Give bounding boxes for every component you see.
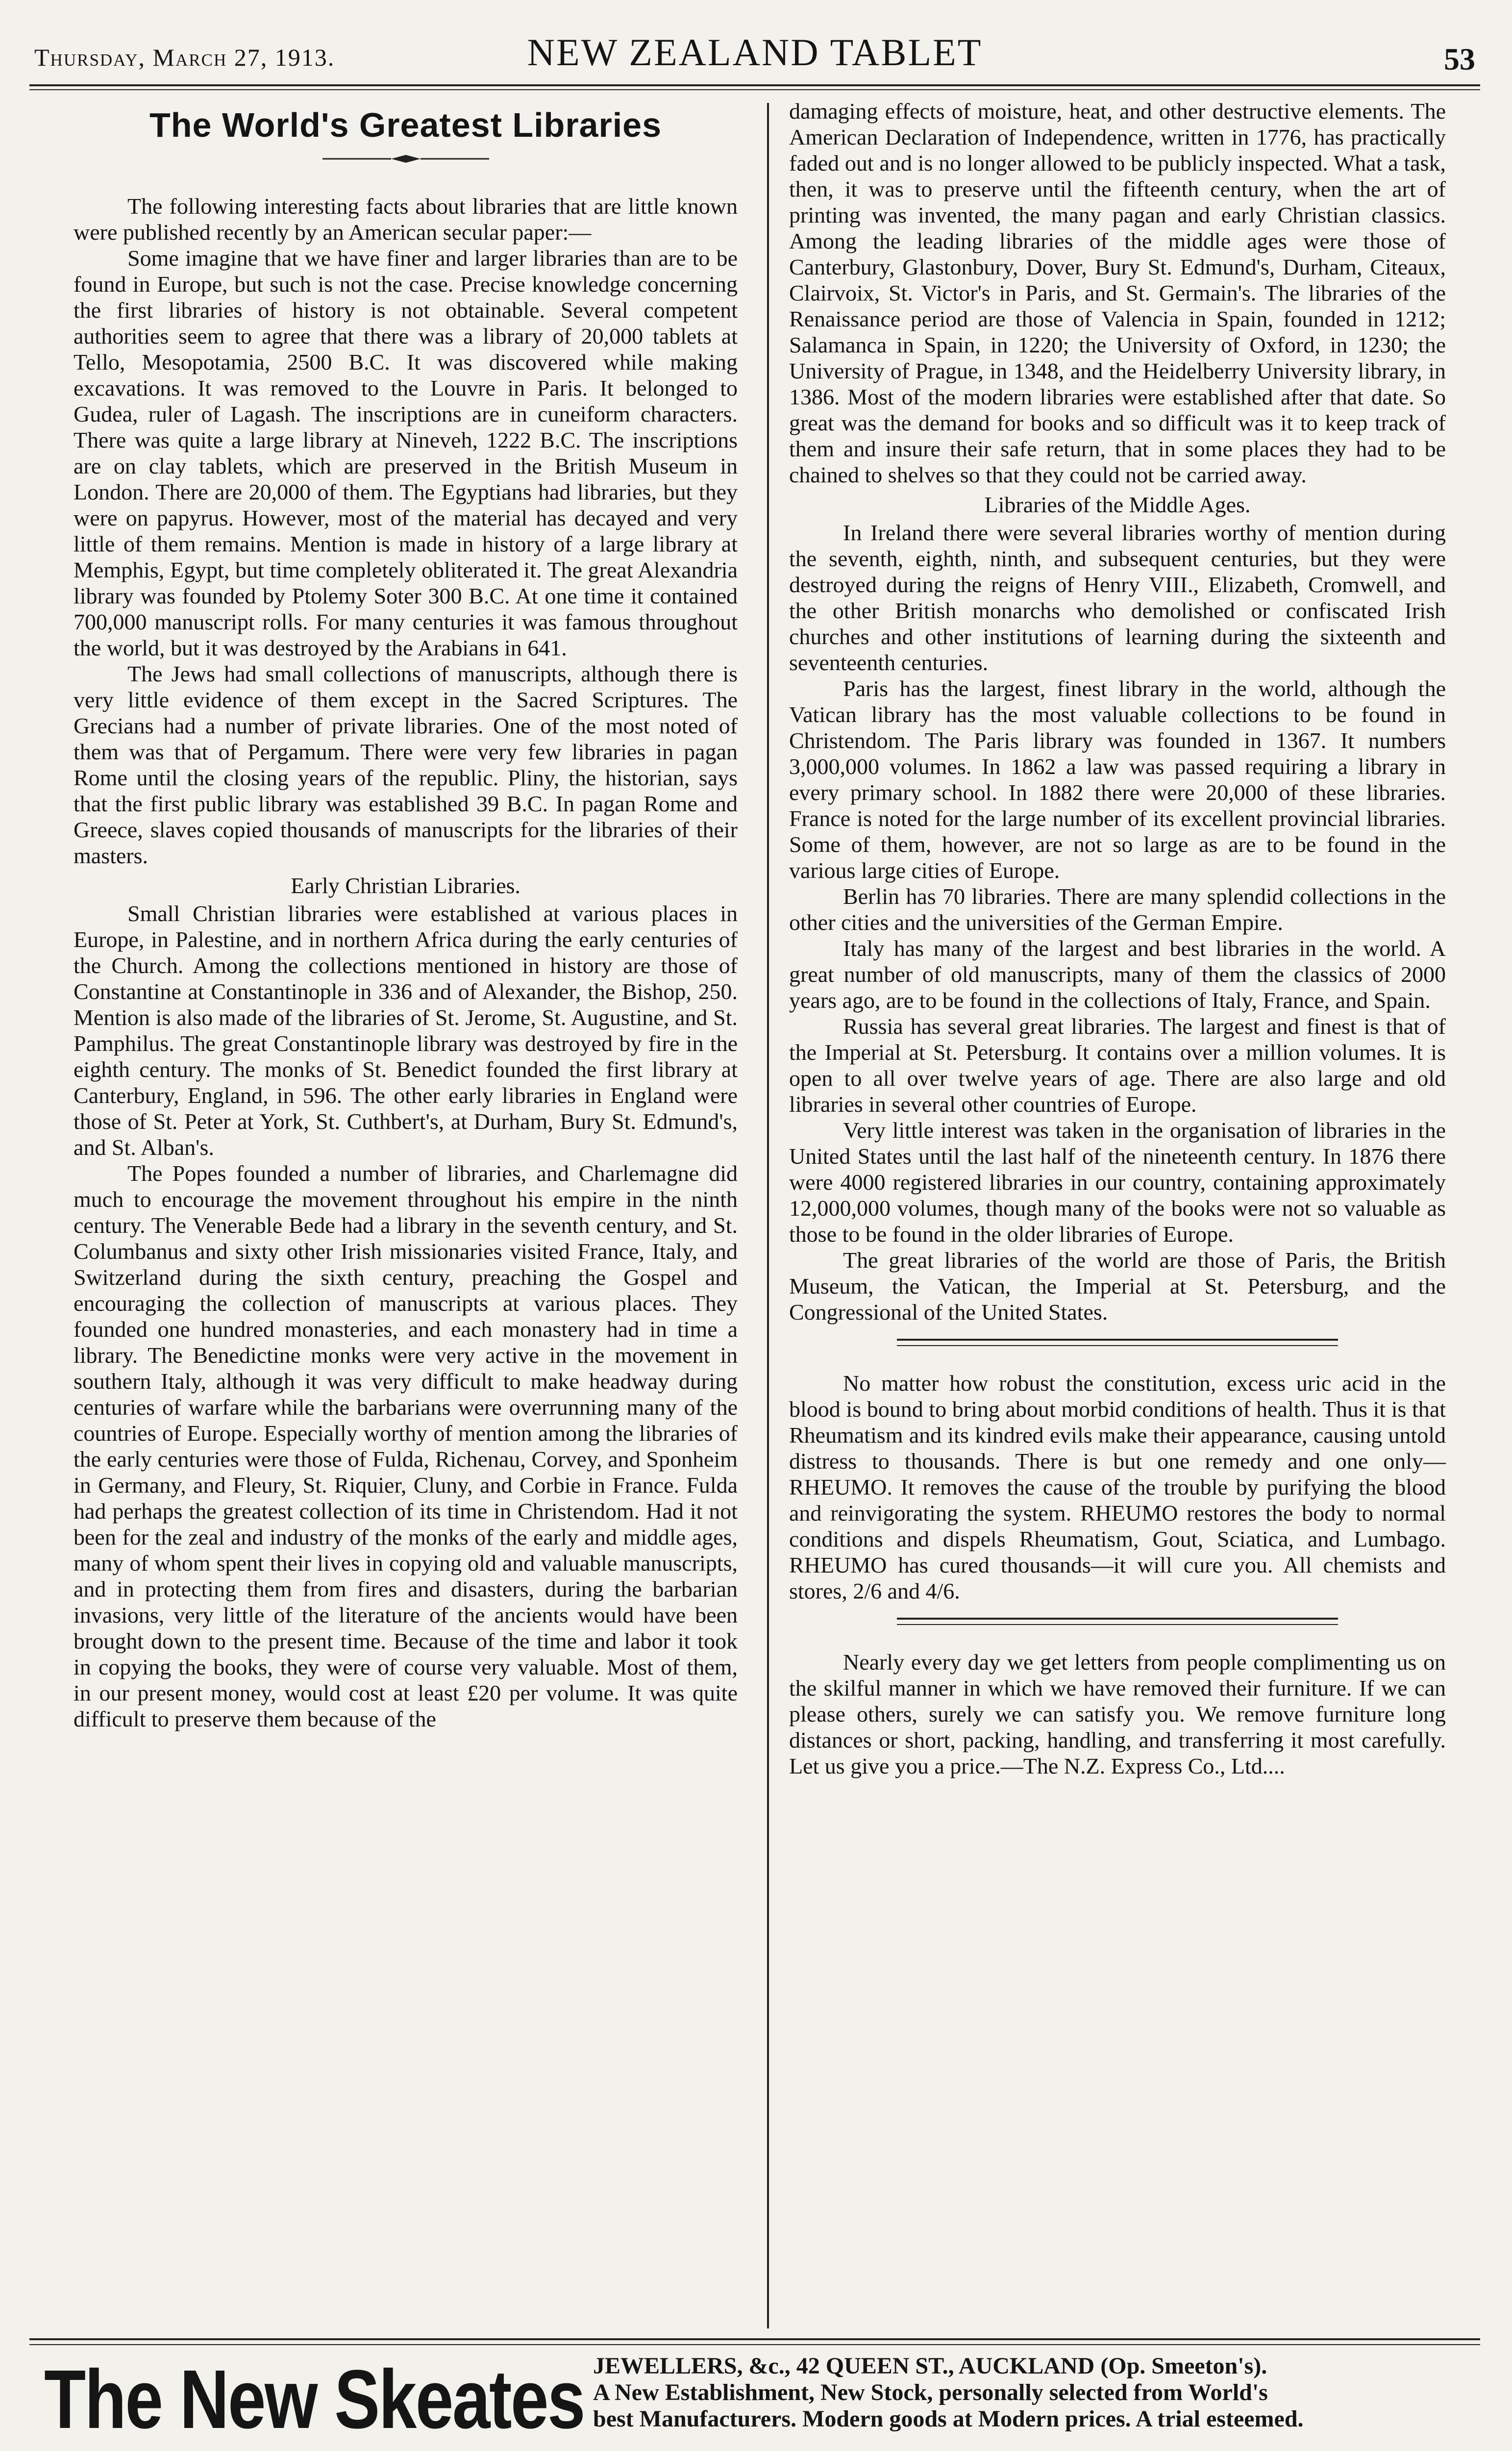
article-paragraph: The Jews had small collections of manuscripts, although there is very little evidence of them except in the Sacred Scriptures. The Grecians had a number of private libraries. One of the most noted of them was that of Pergamum. There were very few libraries in pagan Rome until the closing years of the republic. Pliny, the historian, says that the first public library was established 39 B.C. In pagan Rome and Greece, slaves copied thousands of manuscripts for the libraries of their masters. <box>74 661 738 868</box>
article-paragraph: In Ireland there were several libraries worthy of mention during the seventh, eighth, ninth, and subsequent centuries, but they were destroyed during the reigns of Henry VIII., Elizabeth, Cromwell, and the other British monarchs who demolished or confiscated Irish churches and other institutions of learning during the sixteenth and seventeenth centuries. <box>789 520 1446 675</box>
article-body-right <box>789 98 1446 1325</box>
section-subheading: Early Christian Libraries. <box>291 873 521 898</box>
ad-rule-top <box>29 2338 1480 2340</box>
masthead-rule-thin <box>29 89 1480 90</box>
article-paragraph: The Popes founded a number of libraries, and Charlemagne did much to encourage the movement throughout his empire in the ninth century. The Venerable Bede had a library in the seventh century, and St. Columbanus and sixty other Irish missionaries visited France, Italy, and Switzerland during the sixth century, preaching the Gospel and encouraging the collection of manuscripts at various places. They founded one hundred monasteries, and each monastery had in time a library. The Benedictine monks were very active in the movement in southern Italy, although it was very difficult to make headway during centuries of warfare while the barbarians were overrunning many of the countries of Europe. Especially worthy of mention among the libraries of the early centuries were those of Fulda, Richenau, Corvey, and Sponheim in Germany, and Fleury, St. Riquier, Cluny, and Corbie in France. Fulda had perhaps the greatest collection of its time in Christendom. Had it not been for the zeal and industry of the monks of the early and middle ages, many of whom spent their lives in copying old and valuable manuscripts, and in protecting them from fires and disasters, during the barbarian invasions, very little of the literature of the ancients would have been brought down to the present time. Because of the time and labor it took in copying the books, they were of course very valuable. Most of them, in our present money, would cost at least £20 per volume. It was quite difficult to preserve them because of the <box>74 1161 738 1731</box>
ad-line-stock: A New Establishment, New Stock, personally selected from World's <box>593 2379 1268 2405</box>
article-paragraph: Russia has several great libraries. The largest and finest is that of the Imperial at St. Petersburg. It contains over a million volumes. It is open to all over twelve years of age. There are also large and old libraries in several other countries of Europe. <box>789 1014 1446 1117</box>
separator-rule <box>897 1615 1338 1629</box>
article-paragraph: Very little interest was taken in the organisation of libraries in the United States until the last half of the nineteenth century. In 1876 there were 4000 registered libraries in our country, containing approximately 12,000,000 volumes, though many of the books were not so valuable as those to be found in the older libraries of Europe. <box>789 1118 1446 1247</box>
rheumo-notice: No matter how robust the constitution, excess uric acid in the blood is bound to bring about morbid conditions of health. Thus it is that Rheumatism and its kindred evils make their appearance, causing untold distress to thousands. There is but one remedy and one only—RHEUMO. It removes the cause of the trouble by purifying the blood and reinvigorating the system. RHEUMO restores the body to normal conditions and dispels Rheumatism, Gout, Sciatica, and Lumbago. RHEUMO has cured thousands—it will cure you. All chemists and stores, 2/6 and 4/6. <box>789 1371 1446 1603</box>
separator-rule <box>897 1336 1338 1351</box>
page-number: 53 <box>1444 42 1475 76</box>
article-paragraph: Paris has the largest, finest library in the world, although the Vatican library has the most valuable collections to be found in Christendom. The Paris library was founded in 1367. It numbers 3,000,000 volumes. In 1862 a law was passed requiring a library in every primary school. In 1882 there were 20,000 of these libraries. France is noted for the large number of its excellent provincial libraries. Some of them, however, are not so large as are to be found in the various large cities of Europe. <box>789 676 1446 883</box>
skeates-advertisement <box>29 2338 1480 2451</box>
masthead-rule <box>29 84 1480 86</box>
article-paragraph: damaging effects of moisture, heat, and other destructive elements. The American Declaration of Independence, written in 1776, has practically faded out and is no longer allowed to be publicly inspected. What a task, then, it was to preserve until the fifteenth century, when the art of printing was invented, the many pagan and early Christian classics. Among the leading libraries of the middle ages were those of Canterbury, Glastonbury, Dover, Bury St. Edmund's, Durham, Citeaux, Clairvoix, St. Victor's in Paris, and St. Germain's. The libraries of the Renaissance period are those of Valencia in Spain, founded in 1212; Salamanca in Spain, in 1220; the University of Oxford, in 1230; the University of Prague, in 1348, and the Heidelberry University library, in 1386. Most of the modern libraries were established after that date. So great was the demand for books and so difficult was it to keep track of them and insure their safe return, that in some places they had to be chained to shelves so that they could not be carried away. <box>789 99 1446 487</box>
article-paragraph: Some imagine that we have finer and larger libraries than are to be found in Europe, but such is not the case. Precise knowledge concerning the first libraries of history is not obtainable. Several competent authorities seem to agree that there was a library of 20,000 tablets at Tello, Mesopotamia, 2500 B.C. It was discovered while making excavations. It was removed to the Louvre in Paris. It belonged to Gudea, ruler of Lagash. The inscriptions are in cuneiform characters. There was quite a large library at Nineveh, 1222 B.C. The inscriptions are on clay tablets, which are preserved in the British Museum in London. There are 20,000 of them. The Egyptians had libraries, but they were on papyrus. However, most of the material has decayed and very little of them remains. Mention is made in history of a large library at Memphis, Egypt, but time completely obliterated it. The great Alexandria library was founded by Ptolemy Soter 300 B.C. At one time it contained 700,000 manuscript rolls. For many centuries it was famous throughout the world, but it was destroyed by the Arabians in 641. <box>74 246 738 660</box>
express-notice: Nearly every day we get letters from people complimenting us on the skilful manner in which we have removed their furniture. If we can please others, surely we can satisfy you. We remove furniture long distances or short, packing, handling, and transferring it most carefully. Let us give you a price.—The N.Z. Express Co., Ltd.... <box>789 1650 1446 1778</box>
article-paragraph: Small Christian libraries were established at various places in Europe, in Palestine, and in northern Africa during the early centuries of the Church. Among the collections mentioned in history are those of Constantine at Constantinople in 336 and of Alexander, the Bishop, 250. Mention is also made of the libraries of St. Jerome, St. Augustine, and St. Pamphilus. The great Constantinople library was destroyed by fire in the eighth century. The monks of St. Benedict founded the first library at Canterbury, England, in 596. The other early libraries in England were those of St. Peter at York, St. Cuthbert's, at Durham, Bury St. Edmund's, and St. Alban's. <box>74 901 738 1160</box>
article-paragraph: The following interesting facts about libraries that are little known were published recently by an American secular paper:— <box>74 194 738 245</box>
title-ornament-icon <box>322 154 489 164</box>
section-subheading: Libraries of the Middle Ages. <box>984 492 1251 517</box>
article-paragraph: Italy has many of the largest and best libraries in the world. A great number of old manuscripts, many of them the classics of 2000 years ago, are to be found in the collections of Italy, France, and Spain. <box>789 936 1446 1013</box>
article-paragraph: The great libraries of the world are those of Paris, the British Museum, the Vatican, the Imperial at St. Petersburg, and the Congressional of the United States. <box>789 1248 1446 1325</box>
ad-rule-top-thin <box>29 2344 1480 2345</box>
ad-line-goods: best Manufacturers. Modern goods at Modern prices. A trial esteemed. <box>593 2406 1304 2432</box>
article-title: The World's Greatest Libraries <box>149 106 662 144</box>
ad-line-address: JEWELLERS, &c., 42 QUEEN ST., AUCKLAND (Op. Smeeton's). <box>593 2353 1267 2379</box>
ad-details <box>593 2353 1475 2432</box>
masthead <box>29 20 1480 78</box>
newspaper-title: NEW ZEALAND TABLET <box>527 31 983 74</box>
ad-brand-name: The New Skeates <box>44 2353 585 2446</box>
column-divider <box>767 103 769 2328</box>
right-column <box>789 98 1446 1779</box>
article-paragraph: Berlin has 70 libraries. There are many splendid collections in the other cities and the universities of the German Empire. <box>789 884 1446 935</box>
article-body-left <box>74 193 738 1732</box>
left-column <box>74 98 738 1732</box>
issue-date: Thursday, March 27, 1913. <box>34 44 335 71</box>
